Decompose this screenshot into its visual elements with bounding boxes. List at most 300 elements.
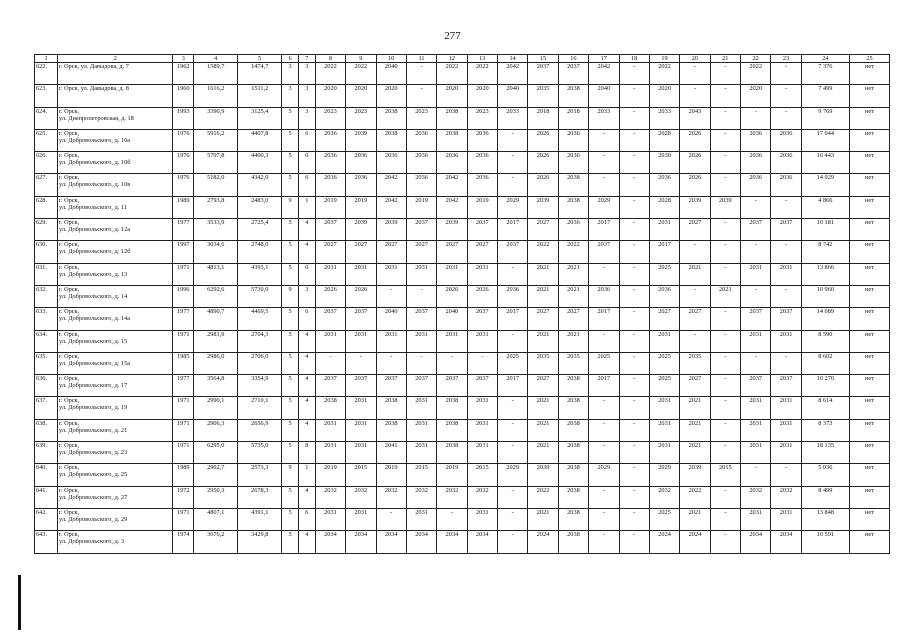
row-number: 629.	[35, 219, 58, 241]
address-cell: г. Орск, ул. Добровольского, д. 10б	[58, 152, 173, 174]
data-cell: нет	[849, 241, 889, 263]
data-cell: 5	[282, 419, 299, 441]
data-cell: -	[771, 85, 801, 107]
data-cell: 2031	[649, 397, 679, 419]
data-cell: 2040	[589, 85, 619, 107]
data-cell: 2031	[741, 263, 771, 285]
data-cell: -	[437, 352, 467, 374]
data-cell: 2031	[315, 442, 345, 464]
data-cell: 2038	[558, 196, 588, 218]
data-cell: -	[619, 174, 649, 196]
data-cell: 1971	[173, 442, 194, 464]
data-cell: 2036	[315, 129, 345, 151]
data-cell: 13 848	[801, 508, 849, 530]
column-header-1: 1	[35, 55, 58, 63]
table-row	[35, 397, 890, 419]
data-cell: -	[589, 174, 619, 196]
data-cell: -	[619, 285, 649, 307]
data-cell: 2031	[406, 397, 436, 419]
data-cell: 2023	[346, 107, 376, 129]
column-header-21: 21	[710, 55, 740, 63]
column-header-23: 23	[771, 55, 801, 63]
data-cell: 2027	[346, 241, 376, 263]
data-cell: -	[771, 285, 801, 307]
data-cell: 2039	[680, 464, 710, 486]
table-row	[35, 308, 890, 330]
data-cell: -	[589, 442, 619, 464]
data-cell: 1971	[173, 263, 194, 285]
data-cell: 2017	[589, 219, 619, 241]
data-cell: 1976	[173, 174, 194, 196]
column-header-12: 12	[437, 55, 467, 63]
data-cell: 1971	[173, 419, 194, 441]
data-cell: 2031	[437, 330, 467, 352]
data-cell: 2037	[741, 375, 771, 397]
row-number: 628.	[35, 196, 58, 218]
data-cell: нет	[849, 486, 889, 508]
data-cell: 2573,3	[238, 464, 282, 486]
data-cell: 1962	[173, 63, 194, 85]
data-cell: 2031	[467, 508, 497, 530]
data-cell: -	[710, 174, 740, 196]
data-cell: 5	[282, 107, 299, 129]
data-cell: 2020	[346, 85, 376, 107]
data-cell: 2034	[437, 531, 467, 553]
data-cell: 1971	[173, 508, 194, 530]
data-cell: -	[741, 352, 771, 374]
data-cell: 2019	[406, 196, 436, 218]
data-cell: 2026	[680, 129, 710, 151]
data-cell: 10 181	[801, 219, 849, 241]
data-cell: 2021	[528, 397, 558, 419]
data-cell: 2031	[741, 442, 771, 464]
data-cell: -	[315, 352, 345, 374]
data-cell: 2031	[649, 442, 679, 464]
data-cell: -	[771, 63, 801, 85]
column-header-14: 14	[498, 55, 528, 63]
data-cell: 2031	[467, 442, 497, 464]
data-cell: 2038	[437, 107, 467, 129]
data-cell: 2027	[528, 219, 558, 241]
data-cell: 2037	[528, 63, 558, 85]
data-cell: 2033	[649, 107, 679, 129]
data-cell: 2027	[315, 241, 345, 263]
data-cell: -	[619, 442, 649, 464]
data-cell: 2022	[467, 63, 497, 85]
data-cell: -	[406, 85, 436, 107]
data-cell: -	[589, 263, 619, 285]
data-cell: 2037	[346, 308, 376, 330]
data-cell: 2040	[498, 85, 528, 107]
data-cell: 2038	[437, 419, 467, 441]
table-row	[35, 285, 890, 307]
data-cell: 1	[299, 464, 316, 486]
data-cell: 14 089	[801, 308, 849, 330]
data-cell: 2038	[437, 129, 467, 151]
address-cell: г. Орск, ул. Добровольского, д. 13	[58, 263, 173, 285]
data-cell: 2022	[680, 486, 710, 508]
data-cell: 2037	[315, 219, 345, 241]
data-cell: 2024	[680, 531, 710, 553]
data-cell: -	[619, 85, 649, 107]
data-cell: нет	[849, 352, 889, 374]
data-cell: 8 590	[801, 330, 849, 352]
data-cell: 14 929	[801, 174, 849, 196]
data-cell: 2036	[467, 129, 497, 151]
address-cell: г. Орск, ул. Добровольского, д. 27	[58, 486, 173, 508]
data-cell: 2021	[528, 330, 558, 352]
data-cell: 8	[299, 442, 316, 464]
data-cell: 2043	[680, 107, 710, 129]
data-cell: 2037	[315, 375, 345, 397]
data-cell: 2038	[558, 442, 588, 464]
data-cell: 2031	[437, 263, 467, 285]
data-cell: -	[346, 352, 376, 374]
data-cell: 2031	[315, 419, 345, 441]
data-cell: 2038	[558, 85, 588, 107]
table-row	[35, 486, 890, 508]
data-cell: 5	[282, 352, 299, 374]
data-cell: 2034	[467, 531, 497, 553]
data-cell: 2031	[376, 263, 406, 285]
row-number: 642.	[35, 508, 58, 530]
data-cell: 2037	[558, 63, 588, 85]
data-cell: 6	[299, 152, 316, 174]
data-cell: -	[771, 107, 801, 129]
data-cell: 2038	[558, 174, 588, 196]
data-cell: 2025	[589, 352, 619, 374]
data-cell: 2020	[649, 85, 679, 107]
data-cell: 2029	[589, 464, 619, 486]
address-cell: г. Орск, ул. Добровольского, д. 15а	[58, 352, 173, 374]
data-cell: -	[619, 263, 649, 285]
data-cell: 2033	[498, 107, 528, 129]
data-cell: 1989	[173, 464, 194, 486]
data-cell: 2020	[741, 85, 771, 107]
data-cell: 2015	[406, 464, 436, 486]
data-cell: 2021	[680, 263, 710, 285]
data-cell: 1589,7	[194, 63, 238, 85]
data-cell: 2990,1	[194, 397, 238, 419]
data-cell: 2027	[467, 241, 497, 263]
data-cell: 2037	[467, 308, 497, 330]
data-cell: 2019	[467, 196, 497, 218]
data-cell: 2017	[589, 308, 619, 330]
column-header-7: 7	[299, 55, 316, 63]
data-cell: 2022	[346, 63, 376, 85]
data-cell: 3125,4	[238, 107, 282, 129]
address-cell: г. Орск, ул. Добровольского, д. 21	[58, 419, 173, 441]
data-cell: нет	[849, 285, 889, 307]
data-cell: 6	[299, 308, 316, 330]
data-cell: 2038	[376, 397, 406, 419]
data-cell: 2032	[376, 486, 406, 508]
data-cell: -	[710, 308, 740, 330]
data-cell: -	[619, 63, 649, 85]
data-cell: -	[619, 308, 649, 330]
data-cell: 3	[282, 63, 299, 85]
address-cell: г. Орск, ул. Добровольского, д. 10в	[58, 174, 173, 196]
data-cell: 1977	[173, 375, 194, 397]
data-cell: -	[406, 285, 436, 307]
data-cell: нет	[849, 85, 889, 107]
data-cell: 2037	[346, 375, 376, 397]
data-cell: 9 769	[801, 107, 849, 129]
data-cell: 2017	[498, 219, 528, 241]
data-cell: 2036	[589, 285, 619, 307]
data-cell: -	[680, 330, 710, 352]
data-cell: -	[710, 85, 740, 107]
data-cell: 2031	[741, 397, 771, 419]
data-cell: 2037	[437, 375, 467, 397]
data-cell: -	[498, 486, 528, 508]
data-cell: 2036	[315, 174, 345, 196]
data-cell: -	[741, 241, 771, 263]
data-cell: 2042	[437, 174, 467, 196]
data-cell: 2039	[680, 196, 710, 218]
data-cell: 2030	[649, 152, 679, 174]
data-cell: 2036	[498, 285, 528, 307]
data-cell: -	[376, 285, 406, 307]
data-cell: 2038	[437, 442, 467, 464]
data-cell: 2020	[437, 85, 467, 107]
data-cell: 2032	[771, 486, 801, 508]
data-cell: 2032	[741, 486, 771, 508]
data-cell: 1511,2	[238, 85, 282, 107]
data-cell: 2022	[741, 63, 771, 85]
data-cell: 2017	[498, 308, 528, 330]
data-cell: 2031	[467, 397, 497, 419]
housing-repair-table	[34, 54, 890, 554]
table-row	[35, 196, 890, 218]
data-cell: 2038	[376, 129, 406, 151]
data-cell: 2037	[741, 308, 771, 330]
data-cell: -	[619, 419, 649, 441]
data-cell: 2026	[315, 285, 345, 307]
data-cell: нет	[849, 63, 889, 85]
data-cell: 2027	[680, 308, 710, 330]
data-cell: 2036	[467, 152, 497, 174]
data-cell: 3354,9	[238, 375, 282, 397]
data-cell: 2483,0	[238, 196, 282, 218]
data-cell: 2031	[467, 263, 497, 285]
data-cell: 5707,8	[194, 152, 238, 174]
data-cell: 2032	[315, 486, 345, 508]
data-cell: 4407,8	[238, 129, 282, 151]
data-cell: 2038	[558, 486, 588, 508]
data-cell: -	[710, 107, 740, 129]
data-cell: 2031	[406, 263, 436, 285]
data-cell: 2015	[467, 464, 497, 486]
column-header-3: 3	[173, 55, 194, 63]
data-cell: 2036	[346, 152, 376, 174]
data-cell: 2022	[558, 241, 588, 263]
data-cell: 4391,1	[238, 508, 282, 530]
page-number: 277	[444, 30, 461, 42]
data-cell: 2028	[649, 196, 679, 218]
data-cell: 2037	[315, 308, 345, 330]
data-cell: -	[498, 263, 528, 285]
data-cell: -	[771, 196, 801, 218]
data-cell: 4400,3	[238, 152, 282, 174]
data-cell: -	[619, 352, 649, 374]
data-cell: 2040	[437, 308, 467, 330]
row-number: 622.	[35, 63, 58, 85]
data-cell: 4	[299, 241, 316, 263]
data-cell: 2031	[771, 263, 801, 285]
data-cell: -	[498, 397, 528, 419]
data-cell: 2022	[649, 63, 679, 85]
data-cell: нет	[849, 531, 889, 553]
data-cell: -	[619, 508, 649, 530]
data-cell: 8 373	[801, 419, 849, 441]
data-cell: -	[771, 464, 801, 486]
column-header-17: 17	[589, 55, 619, 63]
data-cell: 10 960	[801, 285, 849, 307]
data-cell: 7 376	[801, 63, 849, 85]
data-cell: 18 135	[801, 442, 849, 464]
data-cell: 5916,2	[194, 129, 238, 151]
data-cell: 2027	[680, 375, 710, 397]
data-cell: 2710,1	[238, 397, 282, 419]
data-cell: 2023	[315, 107, 345, 129]
data-cell: -	[619, 196, 649, 218]
data-cell: -	[771, 352, 801, 374]
data-cell: 2034	[771, 531, 801, 553]
data-cell: 4	[299, 531, 316, 553]
data-cell: 2026	[528, 129, 558, 151]
data-cell: 2037	[771, 219, 801, 241]
data-cell: 2031	[346, 442, 376, 464]
data-cell: 2036	[649, 174, 679, 196]
data-cell: -	[498, 152, 528, 174]
data-cell: 2027	[528, 375, 558, 397]
data-cell: 2031	[771, 442, 801, 464]
data-cell: 4807,1	[194, 508, 238, 530]
data-cell: 8 742	[801, 241, 849, 263]
data-cell: 2031	[406, 442, 436, 464]
data-cell: 2029	[649, 464, 679, 486]
data-cell: 2678,3	[238, 486, 282, 508]
data-cell: 2036	[315, 152, 345, 174]
data-cell: 2036	[741, 174, 771, 196]
data-cell: 2042	[376, 174, 406, 196]
data-cell: нет	[849, 330, 889, 352]
data-cell: 2031	[406, 419, 436, 441]
column-header-6: 6	[282, 55, 299, 63]
data-cell: 2031	[315, 330, 345, 352]
data-cell: -	[710, 397, 740, 419]
data-cell: 4393,1	[238, 263, 282, 285]
column-header-20: 20	[680, 55, 710, 63]
data-cell: 1974	[173, 531, 194, 553]
data-cell: -	[619, 464, 649, 486]
address-cell: г. Орск, ул. Добровольского, д. 12б	[58, 241, 173, 263]
table-row	[35, 107, 890, 129]
data-cell: -	[710, 419, 740, 441]
data-cell: 2020	[315, 85, 345, 107]
data-cell: 2032	[649, 486, 679, 508]
data-cell: 2038	[315, 397, 345, 419]
data-cell: 2036	[771, 174, 801, 196]
data-cell: нет	[849, 196, 889, 218]
data-cell: 2021	[528, 419, 558, 441]
data-cell: -	[619, 375, 649, 397]
data-cell: -	[619, 531, 649, 553]
address-cell: г. Орск, ул. Добровольского, д. 23	[58, 442, 173, 464]
data-cell: -	[498, 442, 528, 464]
data-cell: 3533,9	[194, 219, 238, 241]
data-cell: 13 866	[801, 263, 849, 285]
data-cell: 16 443	[801, 152, 849, 174]
data-cell: 2036	[741, 152, 771, 174]
data-cell: -	[498, 531, 528, 553]
data-cell: 2042	[376, 196, 406, 218]
data-cell: 3	[299, 85, 316, 107]
data-cell: 2748,0	[238, 241, 282, 263]
data-cell: -	[680, 63, 710, 85]
data-cell: 2018	[558, 107, 588, 129]
table-row	[35, 531, 890, 553]
data-cell: 2022	[315, 63, 345, 85]
data-cell: -	[710, 442, 740, 464]
data-cell: 2039	[528, 196, 558, 218]
data-cell: -	[376, 508, 406, 530]
data-cell: 2037	[771, 308, 801, 330]
data-cell: 2037	[406, 219, 436, 241]
data-cell: 2031	[741, 508, 771, 530]
data-cell: 4342,0	[238, 174, 282, 196]
data-cell: 2037	[406, 375, 436, 397]
data-cell: 2040	[376, 308, 406, 330]
left-margin-bar	[18, 575, 21, 630]
data-cell: 1	[299, 196, 316, 218]
data-cell: 2902,7	[194, 464, 238, 486]
data-cell: 2029	[589, 196, 619, 218]
data-cell: 2027	[680, 219, 710, 241]
data-cell: 10 591	[801, 531, 849, 553]
data-cell: 2031	[649, 330, 679, 352]
data-cell: 2026	[528, 152, 558, 174]
data-cell: 2036	[406, 129, 436, 151]
row-number: 637.	[35, 397, 58, 419]
data-cell: 2031	[406, 508, 436, 530]
data-cell: 2034	[315, 531, 345, 553]
data-cell: -	[589, 152, 619, 174]
data-cell: -	[710, 152, 740, 174]
data-cell: -	[589, 531, 619, 553]
data-cell: 1972	[173, 486, 194, 508]
data-cell: 2041	[376, 442, 406, 464]
data-cell: 17 044	[801, 129, 849, 151]
data-cell: 5	[282, 330, 299, 352]
data-cell: 2021	[680, 508, 710, 530]
data-cell: 2042	[589, 63, 619, 85]
data-cell: 3	[299, 107, 316, 129]
data-cell: -	[619, 107, 649, 129]
data-cell: 2037	[589, 241, 619, 263]
data-cell: -	[710, 352, 740, 374]
data-cell: -	[619, 129, 649, 151]
data-cell: 2031	[376, 330, 406, 352]
column-header-24: 24	[801, 55, 849, 63]
data-cell: 2021	[710, 285, 740, 307]
address-cell: г. Орск, ул. Добровольского, д. 11	[58, 196, 173, 218]
row-number: 641.	[35, 486, 58, 508]
data-cell: 2035	[528, 352, 558, 374]
column-header-9: 9	[346, 55, 376, 63]
data-cell: -	[619, 152, 649, 174]
